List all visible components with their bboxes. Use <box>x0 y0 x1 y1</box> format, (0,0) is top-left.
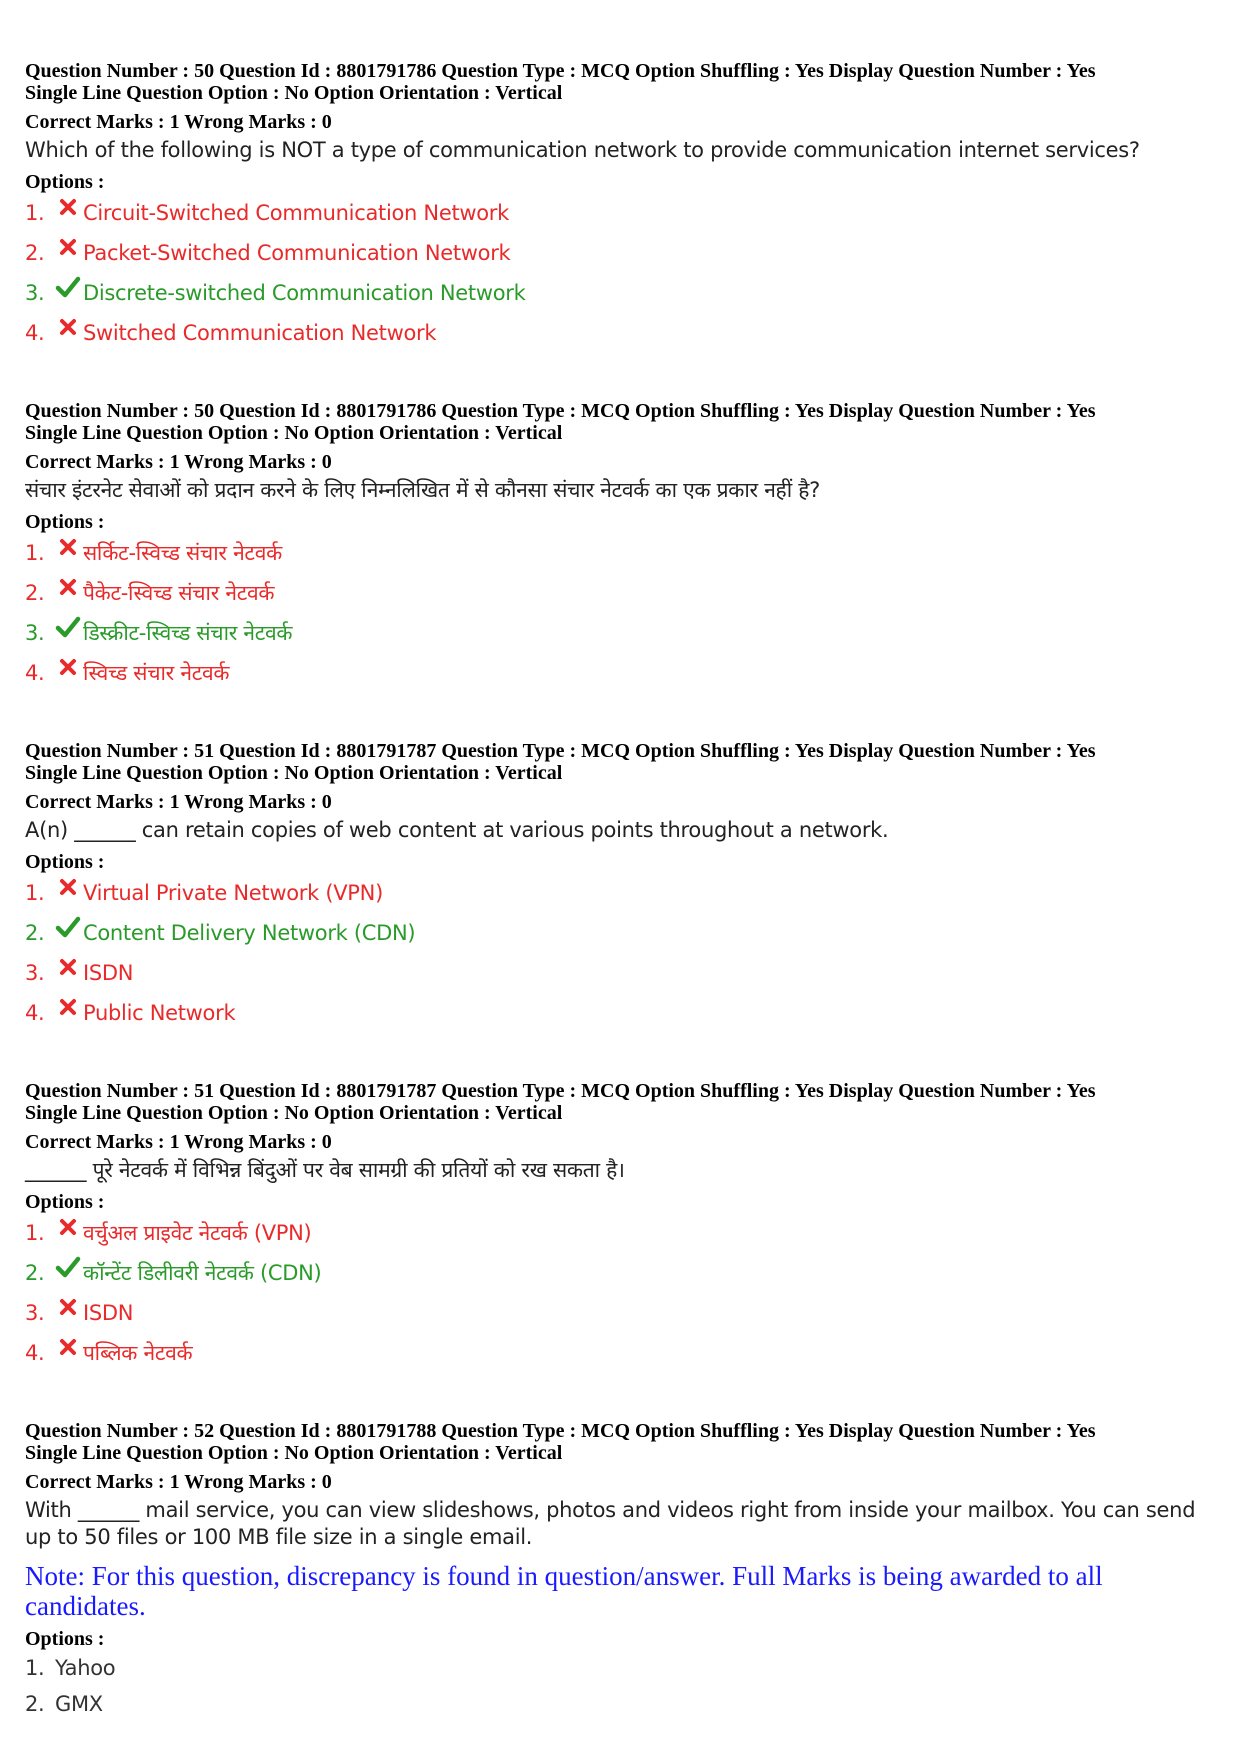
option-text: Public Network <box>83 1000 236 1025</box>
question-text: संचार इंटरनेट सेवाओं को प्रदान करने के लिए निम्नलिखित में से कौनसा संचार नेटवर्क का एक प्रकार नहीं है? <box>25 478 820 502</box>
options-label: Options : <box>25 171 105 193</box>
question-block <box>25 1080 1225 1373</box>
cross-icon <box>55 1214 81 1240</box>
question-block <box>25 60 1225 353</box>
question-marks: Correct Marks : 1 Wrong Marks : 0 <box>25 111 332 133</box>
option-text: Yahoo <box>55 1655 116 1680</box>
question-marks: Correct Marks : 1 Wrong Marks : 0 <box>25 451 332 473</box>
question-meta-line1: Question Number : 52 Question Id : 8801791788 Question Type : MCQ Option Shuffling : Yes Display Question Number : Yes <box>25 1420 1096 1442</box>
cross-icon <box>55 1294 81 1320</box>
cross-icon <box>55 1334 81 1360</box>
option-item <box>25 1333 1225 1373</box>
option-number: 4. <box>25 660 45 685</box>
options-label: Options : <box>25 1191 105 1213</box>
question-meta-line2: Single Line Question Option : No Option Orientation : Vertical <box>25 1102 563 1124</box>
check-icon <box>55 914 81 940</box>
option-number: 1. <box>25 880 45 905</box>
cross-icon <box>55 874 81 900</box>
question-block <box>25 400 1225 693</box>
option-text: स्विच्ड संचार नेटवर्क <box>83 660 230 685</box>
option-text: Discrete-switched Communication Network <box>83 280 526 305</box>
option-text: वर्चुअल प्राइवेट नेटवर्क (VPN) <box>83 1220 312 1245</box>
option-item <box>25 1213 1225 1253</box>
option-text: Switched Communication Network <box>83 320 437 345</box>
check-icon <box>55 274 81 300</box>
cross-icon <box>55 534 81 560</box>
option-number: 3. <box>25 960 45 985</box>
option-text: Packet-Switched Communication Network <box>83 240 511 265</box>
option-number: 3. <box>25 280 45 305</box>
option-text: पैकेट-स्विच्ड संचार नेटवर्क <box>83 580 275 605</box>
cross-icon <box>55 234 81 260</box>
cross-icon <box>55 314 81 340</box>
cross-icon <box>55 194 81 220</box>
discrepancy-note: Note: For this question, discrepancy is found in question/answer. Full Marks is being awarded to all candidates. <box>25 1561 1103 1621</box>
question-meta-line2: Single Line Question Option : No Option Orientation : Vertical <box>25 422 563 444</box>
option-number: 1. <box>25 540 45 565</box>
question-meta-line2: Single Line Question Option : No Option Orientation : Vertical <box>25 1442 563 1464</box>
option-item <box>25 1650 1225 1686</box>
question-meta-line1: Question Number : 51 Question Id : 8801791787 Question Type : MCQ Option Shuffling : Yes Display Question Number : Yes <box>25 740 1096 762</box>
check-icon <box>55 1254 81 1280</box>
option-item <box>25 533 1225 573</box>
options-label: Options : <box>25 851 105 873</box>
cross-icon <box>55 994 81 1020</box>
question-meta-line2: Single Line Question Option : No Option Orientation : Vertical <box>25 762 563 784</box>
cross-icon <box>55 654 81 680</box>
question-block <box>25 740 1225 1033</box>
option-item <box>25 193 1225 233</box>
option-item <box>25 273 1225 313</box>
option-number: 1. <box>25 200 45 225</box>
option-number: 1. <box>25 1655 45 1680</box>
option-item <box>25 233 1225 273</box>
option-item <box>25 953 1225 993</box>
option-text: डिस्क्रीट-स्विच्ड संचार नेटवर्क <box>83 620 293 645</box>
option-number: 2. <box>25 240 45 265</box>
option-item <box>25 1686 1225 1722</box>
option-item <box>25 613 1225 653</box>
option-text: कॉन्टेंट डिलीवरी नेटवर्क (CDN) <box>83 1260 322 1285</box>
option-item <box>25 573 1225 613</box>
question-text: With ______ mail service, you can view slideshows, photos and videos right from inside your mailbox. You can send up to 50 files or 100 MB file size in a single email. <box>25 1498 1196 1549</box>
check-icon <box>55 614 81 640</box>
option-number: 2. <box>25 580 45 605</box>
option-number: 1. <box>25 1220 45 1245</box>
option-item <box>25 1253 1225 1293</box>
option-text: ISDN <box>83 960 134 985</box>
question-meta-line1: Question Number : 50 Question Id : 8801791786 Question Type : MCQ Option Shuffling : Yes Display Question Number : Yes <box>25 60 1096 82</box>
option-item <box>25 913 1225 953</box>
question-text: A(n) ______ can retain copies of web content at various points throughout a network. <box>25 818 889 842</box>
option-item <box>25 993 1225 1033</box>
question-meta-line2: Single Line Question Option : No Option Orientation : Vertical <box>25 82 563 104</box>
question-meta-line1: Question Number : 51 Question Id : 8801791787 Question Type : MCQ Option Shuffling : Yes Display Question Number : Yes <box>25 1080 1096 1102</box>
option-item <box>25 1293 1225 1333</box>
question-marks: Correct Marks : 1 Wrong Marks : 0 <box>25 1131 332 1153</box>
question-text: Which of the following is NOT a type of communication network to provide communication internet services? <box>25 138 1140 162</box>
question-block <box>25 1420 1225 1722</box>
option-text: पब्लिक नेटवर्क <box>83 1340 193 1365</box>
option-number: 2. <box>25 920 45 945</box>
option-text: Content Delivery Network (CDN) <box>83 920 416 945</box>
question-marks: Correct Marks : 1 Wrong Marks : 0 <box>25 1471 332 1493</box>
options-label: Options : <box>25 1628 105 1650</box>
option-number: 4. <box>25 1000 45 1025</box>
options-label: Options : <box>25 511 105 533</box>
option-text: Circuit-Switched Communication Network <box>83 200 510 225</box>
cross-icon <box>55 954 81 980</box>
question-meta-line1: Question Number : 50 Question Id : 8801791786 Question Type : MCQ Option Shuffling : Yes Display Question Number : Yes <box>25 400 1096 422</box>
option-text: GMX <box>55 1691 103 1716</box>
option-text: Virtual Private Network (VPN) <box>83 880 383 905</box>
option-text: सर्किट-स्विच्ड संचार नेटवर्क <box>83 540 282 565</box>
option-number: 3. <box>25 1300 45 1325</box>
option-text: ISDN <box>83 1300 134 1325</box>
option-number: 4. <box>25 1340 45 1365</box>
option-number: 2. <box>25 1260 45 1285</box>
option-number: 4. <box>25 320 45 345</box>
option-item <box>25 313 1225 353</box>
cross-icon <box>55 574 81 600</box>
option-number: 2. <box>25 1691 45 1716</box>
option-number: 3. <box>25 620 45 645</box>
option-item <box>25 873 1225 913</box>
question-text: ______ पूरे नेटवर्क में विभिन्न बिंदुओं पर वेब सामग्री की प्रतियों को रख सकता है। <box>25 1158 625 1182</box>
question-marks: Correct Marks : 1 Wrong Marks : 0 <box>25 791 332 813</box>
option-item <box>25 653 1225 693</box>
